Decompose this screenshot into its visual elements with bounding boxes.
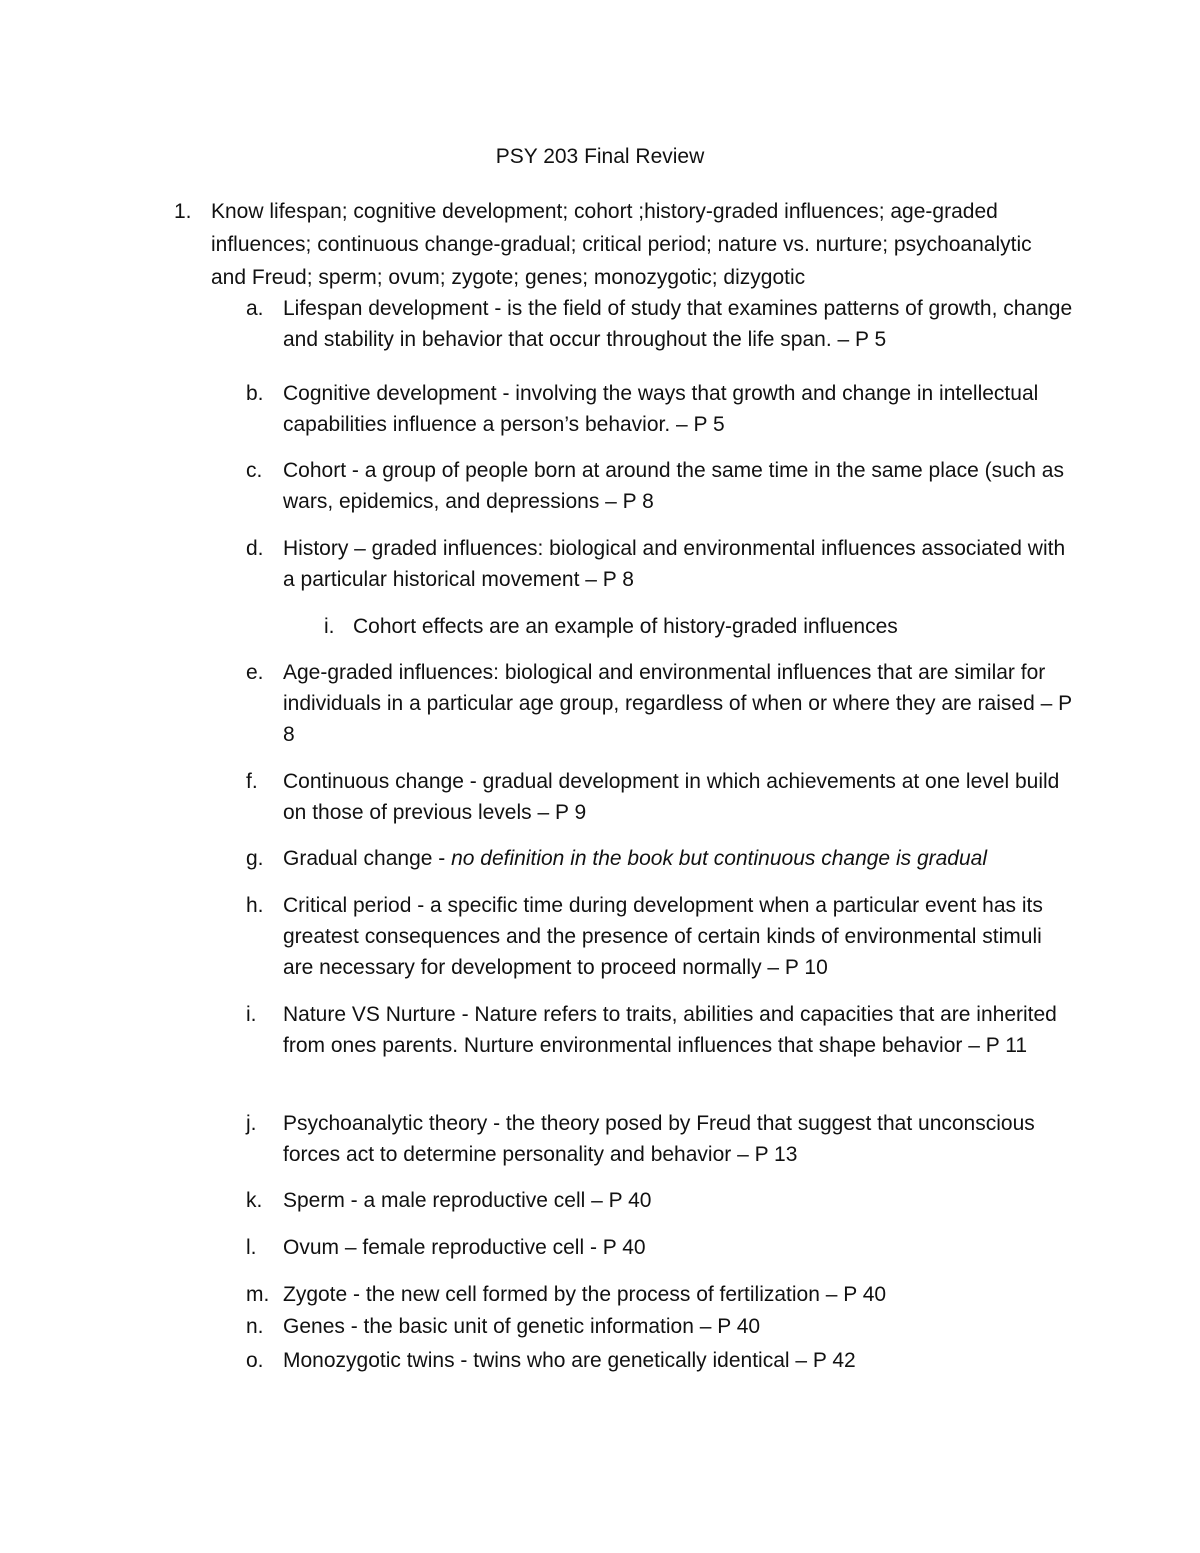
sub-list-item-text: Cohort effects are an example of history-graded influences [353, 615, 898, 638]
list-item-letter: n. [246, 1315, 264, 1338]
list-item-note: no definition in the book but continuous change is gradual [451, 847, 987, 870]
list-item-text: Ovum – female reproductive cell - P 40 [283, 1236, 646, 1259]
list-item-letter: g. [246, 847, 264, 870]
list-item-text: Sperm - a male reproductive cell – P 40 [283, 1189, 652, 1212]
list-item-text: Critical period - a specific time during development when a particular event has its greatest consequences and the presence of certain kinds of environmental stimuli are necessary for development to proceed normally – P 10 [283, 894, 1043, 979]
list-item-letter: c. [246, 459, 263, 482]
list-item-text: Monozygotic twins - twins who are genetically identical – P 42 [283, 1349, 856, 1372]
question-number: 1. [174, 200, 192, 223]
list-item-letter: k. [246, 1189, 263, 1212]
list-item-letter: m. [246, 1283, 270, 1306]
list-item-letter: b. [246, 382, 264, 405]
list-item-letter: f. [246, 770, 258, 793]
list-item-text: Zygote - the new cell formed by the process of fertilization – P 40 [283, 1283, 887, 1306]
list-item-letter: e. [246, 661, 264, 684]
list-item-letter: d. [246, 537, 264, 560]
list-item-letter: i. [246, 1003, 257, 1026]
list-item-letter: j. [246, 1112, 257, 1135]
list-item-text: Cohort - a group of people born at around the same time in the same place (such as wars, epidemics, and depressions – P 8 [283, 459, 1064, 513]
document-title: PSY 203 Final Review [495, 145, 705, 168]
list-item-text: Cognitive development - involving the ways that growth and change in intellectual capabilities influence a person’s behavior. – P 5 [283, 382, 1039, 436]
list-item-letter: a. [246, 297, 264, 320]
list-item-text: Lifespan development - is the field of study that examines patterns of growth, change and stability in behavior that occur throughout the life span. – P 5 [283, 297, 1073, 351]
list-item-text: Continuous change - gradual development in which achievements at one level build on those of previous levels – P 9 [283, 770, 1060, 824]
list-item-text: Age-graded influences: biological and environmental influences that are similar for individuals in a particular age group, regardless of when or where they are raised – P 8 [283, 661, 1072, 746]
sub-list-item-letter: i. [324, 615, 335, 638]
list-item-letter: h. [246, 894, 264, 917]
list-item-term: Gradual change - [283, 847, 452, 870]
list-item-text [283, 843, 1073, 874]
list-item-text: Psychoanalytic theory - the theory posed by Freud that suggest that unconscious forces act to determine personality and behavior – P 13 [283, 1112, 1035, 1166]
list-item-text: Nature VS Nurture - Nature refers to traits, abilities and capacities that are inherited from ones parents. Nurture environmental influences that shape behavior – P 11 [283, 1003, 1057, 1057]
list-item-letter: o. [246, 1349, 264, 1372]
list-item-text: Genes - the basic unit of genetic information – P 40 [283, 1315, 761, 1338]
list-item-letter: l. [246, 1236, 257, 1259]
list-item-text: History – graded influences: biological and environmental influences associated with a particular historical movement – P 8 [283, 537, 1066, 591]
question-text: Know lifespan; cognitive development; cohort ;history-graded influences; age-graded influences; continuous change-gradual; critical period; nature vs. nurture; psychoanalytic and Freud; sperm; ovum; zygote; genes; monozygotic; dizygotic [211, 200, 1032, 289]
